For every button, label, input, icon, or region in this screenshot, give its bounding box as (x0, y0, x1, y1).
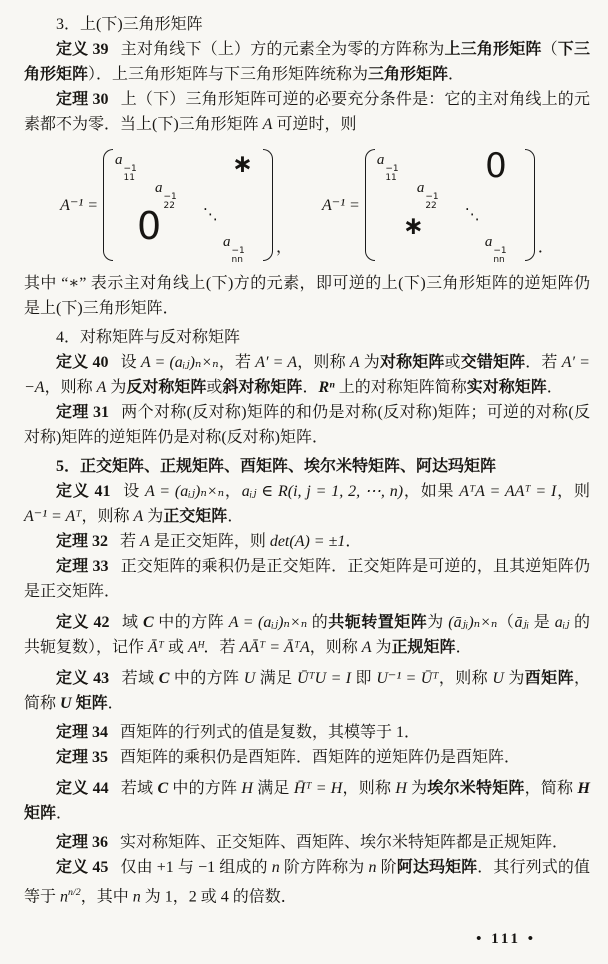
text-run: U (60, 695, 72, 712)
text-run: A = (aᵢⱼ)ₙ×ₙ (144, 483, 225, 500)
definition-45 (24, 855, 590, 909)
text-run: 或 (206, 379, 223, 396)
upper-right-block: ∗ (232, 149, 253, 178)
text-run: 满足 (252, 780, 294, 797)
text-run: 域 (121, 614, 144, 631)
theorem-34 (24, 720, 590, 745)
text-run: ． (455, 639, 472, 656)
text-run: 设 (122, 483, 145, 500)
text-run: 中的方阵 (153, 614, 229, 631)
text-run: āⱼᵢ (514, 614, 530, 631)
text-run: ．其行列式的值等于 (24, 859, 590, 906)
section-5-heading (24, 454, 590, 479)
text-run: A⁻¹ = Aᵀ (24, 508, 82, 525)
text-run: ， (224, 483, 242, 500)
text-run: U⁻¹ = Ūᵀ (376, 670, 439, 687)
text-run: 或 (163, 639, 188, 656)
formula-punctuation: ， (275, 239, 292, 256)
text-run: 主对角线下（上）方的元素全为零的方阵称为 (120, 41, 445, 58)
text-run: 其中 “∗” 表示主对角线上(下)方的元素，即可逆的上(下)三角形矩阵的逆矩阵仍是上(下)三角形矩阵． (24, 275, 590, 317)
text-run: U (492, 670, 504, 687)
definition-44 (24, 776, 590, 826)
matrix-entry: a −1 nn (222, 234, 245, 265)
text-run: 是正交矩阵，则 (149, 533, 270, 550)
text-run: 矩阵 (75, 695, 108, 712)
text-run: ． (107, 695, 124, 712)
text-run: （ (541, 41, 558, 58)
text-run: ，则 (556, 483, 590, 500)
text-run: A (140, 533, 150, 550)
formula-lhs: A⁻¹ = (322, 197, 360, 214)
matrix-entry: a −1 11 (114, 152, 137, 183)
text-run: ŪᵀU = I (296, 670, 352, 687)
text-run: 4．对称矩阵与反对称矩阵 (56, 329, 241, 346)
text-run: det(A) = ±1 (269, 533, 346, 550)
text-run: A′ = A (255, 354, 298, 371)
text-run: AĀᵀ = ĀᵀA (239, 639, 310, 656)
text-run: 共轭转置矩阵 (328, 614, 428, 631)
text-run: 是 (529, 614, 555, 631)
text-run: U (243, 670, 256, 687)
theorem-33 (24, 554, 590, 604)
diagonal-dots: ⋱ (464, 205, 482, 223)
term-label: 定义 40 (56, 354, 109, 371)
text-run: 正交矩阵的乘积仍是正交矩阵．正交矩阵是可逆的，且其逆矩阵仍是正交矩阵． (24, 558, 590, 600)
text-run: Rⁿ (318, 379, 335, 396)
text-run: 交错矩阵 (460, 354, 526, 371)
text-run: A (349, 354, 360, 371)
theorem-35 (24, 745, 590, 770)
text-run: A (133, 508, 144, 525)
text-run: 阶方阵称为 (279, 859, 369, 876)
text-run: ，如果 (403, 483, 460, 500)
theorem-30 (24, 87, 590, 137)
definition-40 (24, 350, 590, 400)
text-run: 为 (503, 670, 525, 687)
text-run: A′ = −A (24, 354, 590, 396)
text-run: ，若 (218, 354, 256, 371)
text-run: ，简称 (24, 670, 590, 712)
term-label: 定理 35 (56, 749, 109, 766)
section-3-heading (24, 12, 590, 37)
formula-lhs: A⁻¹ = (60, 197, 98, 214)
page-number: • 111 • (476, 931, 536, 947)
text-run: ．若 (203, 639, 240, 656)
text-run: 正规矩阵 (391, 639, 456, 656)
matrix-entry: a −1 22 (154, 180, 177, 211)
text-run: C (158, 670, 170, 687)
theorem-31 (24, 400, 590, 450)
term-label: 定理 30 (56, 91, 109, 108)
text-run: ，则称 (342, 780, 396, 797)
right-paren (525, 149, 535, 261)
text-run: C (157, 780, 169, 797)
matrix-entry: a −1 nn (484, 234, 507, 265)
lower-left-block: ∗ (402, 211, 424, 240)
matrix-entry: a −1 22 (416, 180, 439, 211)
text-run: A (361, 639, 372, 656)
text-run: ，简称 (524, 780, 578, 797)
definition-41 (24, 479, 590, 529)
text-run: A (96, 379, 107, 396)
text-run: （ (497, 614, 515, 631)
text-run: 为 (359, 354, 380, 371)
text-run: 阿达玛矩阵 (396, 859, 478, 876)
matrix-body (113, 149, 263, 265)
text-run: 为 1，2 或 4 的倍数． (140, 888, 297, 906)
text-run: Āᵀ (148, 639, 164, 656)
text-run: 酉矩阵 (524, 670, 574, 687)
term-label: 定理 31 (56, 404, 109, 421)
text-run: 若 (120, 533, 141, 550)
text-run: 埃尔米特矩阵 (427, 780, 525, 797)
lower-triangular-inverse-formula (322, 146, 554, 265)
inverse-matrix-formulas (24, 146, 590, 265)
text-run: H (577, 780, 590, 797)
text-run: 5．正交矩阵、正规矩阵、酉矩阵、埃尔米特矩阵、阿达玛矩阵 (56, 458, 497, 475)
text-run: 仅由 +1 与 −1 组成的 (120, 859, 272, 876)
text-run: A = (aᵢⱼ)ₙ×ₙ (140, 354, 219, 371)
text-run: H (395, 780, 407, 797)
text-run: 酉矩阵的行列式的值是复数，其模等于 1． (120, 724, 421, 741)
text-run: ）．上三角形矩阵与下三角形矩阵统称为 (88, 66, 369, 83)
text-run: n (132, 888, 141, 906)
text-run: 上的对称矩阵简称 (334, 379, 467, 396)
text-run: 两个对称(反对称)矩阵的和仍是对称(反对称)矩阵；可逆的对称(反对称)矩阵的逆矩阵仍是对称(反对称)矩阵． (24, 404, 590, 446)
text-run: ，则称 (44, 379, 97, 396)
text-run: 为 (106, 379, 127, 396)
theorem-36 (24, 830, 590, 855)
lower-left-block: 0 (136, 204, 162, 248)
text-run: 正交矩阵 (163, 508, 228, 525)
text-run: 实对称矩阵 (466, 379, 547, 396)
left-paren (103, 149, 113, 261)
definition-39 (24, 37, 590, 87)
term-label: 定义 42 (56, 614, 110, 631)
term-label: 定义 44 (56, 780, 109, 797)
text-run: 设 (120, 354, 141, 371)
term-label: 定理 34 (56, 724, 109, 741)
text-run: ，则称 (438, 670, 493, 687)
text-run: C (143, 614, 154, 631)
theorem-32 (24, 529, 590, 554)
text-run: 三角形矩阵 (368, 66, 449, 83)
text-run: 实对称矩阵、正交矩阵、酉矩阵、埃尔米特矩阵都是正规矩阵． (120, 834, 569, 851)
text-run: 若域 (120, 780, 158, 797)
text-run: 下三角形矩阵 (24, 41, 590, 83)
term-label: 定理 33 (56, 558, 109, 575)
text-run: AᵀA = AAᵀ = I (459, 483, 557, 500)
text-run: 可逆时，则 (272, 116, 357, 133)
text-run: ，其中 (80, 888, 133, 906)
text-run: Aᴴ (187, 639, 204, 656)
formula-punctuation: ． (537, 239, 554, 256)
upper-right-block: 0 (485, 146, 507, 186)
text-run: n (368, 859, 377, 876)
right-paren (263, 149, 273, 261)
term-label: 定义 41 (56, 483, 111, 500)
left-paren (365, 149, 375, 261)
definition-42 (24, 610, 590, 660)
text-run: 为 (406, 780, 428, 797)
text-run: ． (345, 533, 362, 550)
text-run: A (262, 116, 273, 133)
text-run: n (271, 859, 280, 876)
text-run: 上三角形矩阵 (444, 41, 542, 58)
text-run: n (60, 888, 69, 906)
text-run: ． (227, 508, 244, 525)
term-label: 定义 43 (56, 670, 110, 687)
text-run: 为 (143, 508, 164, 525)
section-4-heading (24, 325, 590, 350)
text-run: 反对称矩阵 (126, 379, 207, 396)
text-run: 的 (307, 614, 329, 631)
text-run: n/2 (68, 887, 81, 898)
text-run: H (241, 780, 253, 797)
text-run: ，则称 (309, 639, 362, 656)
text-run: aᵢⱼ (554, 614, 570, 631)
text-run: 上（下）三角形矩阵可逆的必要充分条件是：它的主对角线上的元素都不为零．当上(下)三角形矩阵 (24, 91, 590, 133)
diagonal-dots: ⋱ (202, 205, 220, 223)
term-label: 定理 32 (56, 533, 109, 550)
text-run: 中的方阵 (168, 780, 242, 797)
text-run: ． (56, 805, 73, 822)
text-run: ． (448, 66, 465, 83)
text-run: ． (302, 379, 319, 396)
star-explanation-note (24, 271, 590, 321)
text-run: 阶 (376, 859, 397, 876)
text-run: (āⱼᵢ)ₙ×ₙ (448, 614, 498, 631)
term-label: 定义 45 (56, 859, 109, 876)
text-run: 的共轭复数），记作 (24, 614, 590, 656)
text-run: A = (aᵢⱼ)ₙ×ₙ (228, 614, 308, 631)
text-run: 矩阵 (24, 805, 57, 822)
term-label: 定义 39 (56, 41, 109, 58)
text-run: 满足 (255, 670, 297, 687)
text-run: 中的方阵 (169, 670, 244, 687)
matrix-body (375, 146, 525, 265)
text-run: ，则称 (297, 354, 350, 371)
text-run: H̄ᵀ = H (293, 780, 343, 797)
text-run: 酉矩阵的乘积仍是酉矩阵．酉矩阵的逆矩阵仍是酉矩阵． (120, 749, 521, 766)
text-run: 若域 (121, 670, 159, 687)
text-run: ． (546, 379, 563, 396)
term-label: 定理 36 (56, 834, 109, 851)
text-run: ，则称 (81, 508, 134, 525)
text-run: ．若 (525, 354, 562, 371)
text-run: 为 (427, 614, 449, 631)
text-run: 对称矩阵 (379, 354, 445, 371)
text-run: 斜对称矩阵 (222, 379, 303, 396)
text-run: aᵢⱼ ∈ R(i, j = 1, 2, ⋯, n) (241, 483, 404, 500)
text-run: 即 (351, 670, 377, 687)
text-run: 为 (371, 639, 392, 656)
text-run: 或 (444, 354, 461, 371)
definition-43 (24, 666, 590, 716)
upper-triangular-inverse-formula (60, 149, 292, 265)
text-run: 3．上(下)三角形矩阵 (56, 16, 203, 33)
matrix-entry: a −1 11 (376, 152, 399, 183)
